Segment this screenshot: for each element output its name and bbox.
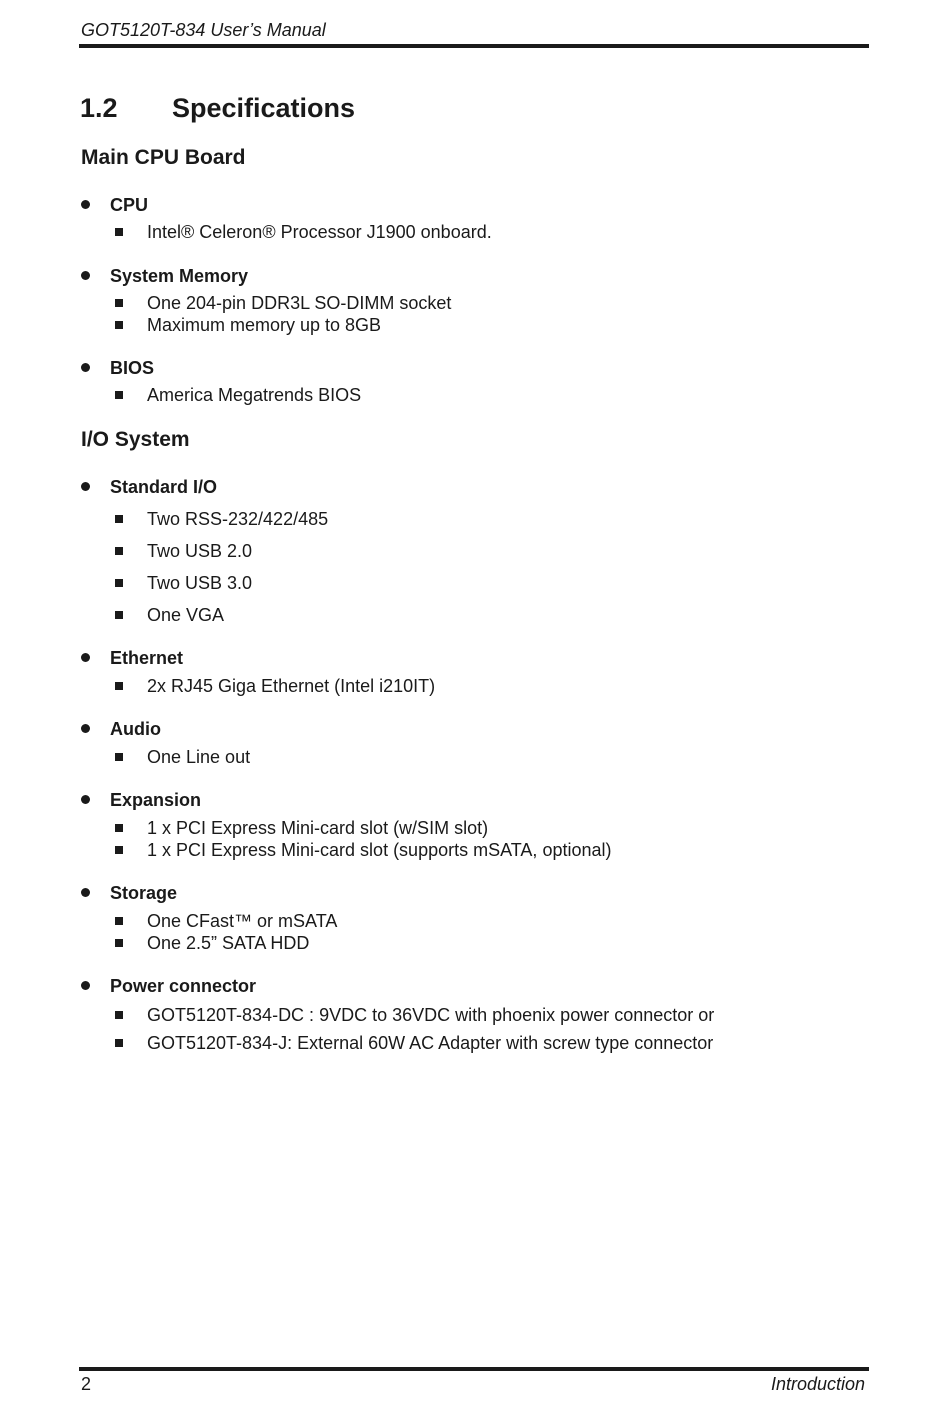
spec-item bbox=[115, 604, 224, 626]
spec-item-text: One VGA bbox=[147, 605, 225, 625]
spec-item bbox=[115, 746, 250, 768]
spec-item-text: Two RSS-232/422/485 bbox=[147, 509, 329, 529]
spec-item-text: One Line out bbox=[147, 747, 251, 767]
spec-item-text: America Megatrends BIOS bbox=[147, 385, 362, 405]
spec-item-text: Intel® Celeron® Processor J1900 onboard. bbox=[147, 222, 492, 242]
spec-item bbox=[115, 508, 328, 530]
square-bullet-icon bbox=[115, 611, 123, 619]
spec-item-text: One CFast™ or mSATA bbox=[147, 911, 338, 931]
spec-item-text: Two USB 3.0 bbox=[147, 573, 253, 593]
spec-item bbox=[115, 1032, 713, 1054]
page-number: 2 bbox=[81, 1374, 92, 1394]
spec-group-label: System Memory bbox=[110, 266, 249, 286]
bullet-dot-icon bbox=[81, 653, 90, 662]
spec-group-cpu bbox=[81, 194, 148, 216]
square-bullet-icon bbox=[115, 391, 123, 399]
square-bullet-icon bbox=[115, 846, 123, 854]
spec-group-bios bbox=[81, 357, 154, 379]
spec-item bbox=[115, 839, 611, 861]
header-rule bbox=[79, 44, 869, 48]
spec-group-label: Power connector bbox=[110, 976, 257, 996]
square-bullet-icon bbox=[115, 939, 123, 947]
spec-item bbox=[115, 221, 492, 243]
spec-group-label: Expansion bbox=[110, 790, 202, 810]
spec-item-text: 1 x PCI Express Mini-card slot (w/SIM slot) bbox=[147, 818, 489, 838]
spec-item bbox=[115, 540, 252, 562]
square-bullet-icon bbox=[115, 753, 123, 761]
square-bullet-icon bbox=[115, 1011, 123, 1019]
square-bullet-icon bbox=[115, 228, 123, 236]
spec-item bbox=[115, 314, 381, 336]
io-system-heading: I/O System bbox=[81, 428, 190, 451]
square-bullet-icon bbox=[115, 579, 123, 587]
spec-group-ethernet bbox=[81, 647, 183, 669]
spec-item bbox=[115, 1004, 714, 1026]
spec-item-text: Two USB 2.0 bbox=[147, 541, 253, 561]
spec-item bbox=[115, 384, 361, 406]
bullet-dot-icon bbox=[81, 482, 90, 491]
square-bullet-icon bbox=[115, 824, 123, 832]
bullet-dot-icon bbox=[81, 888, 90, 897]
spec-group-standard-io bbox=[81, 476, 217, 498]
spec-item bbox=[115, 817, 488, 839]
spec-group-label: BIOS bbox=[110, 358, 155, 378]
square-bullet-icon bbox=[115, 917, 123, 925]
bullet-dot-icon bbox=[81, 363, 90, 372]
square-bullet-icon bbox=[115, 682, 123, 690]
bullet-dot-icon bbox=[81, 271, 90, 280]
spec-group-audio bbox=[81, 718, 161, 740]
spec-item-text: 2x RJ45 Giga Ethernet (Intel i210IT) bbox=[147, 676, 436, 696]
spec-item bbox=[115, 932, 309, 954]
spec-group-power-connector bbox=[81, 975, 256, 997]
bullet-dot-icon bbox=[81, 200, 90, 209]
square-bullet-icon bbox=[115, 321, 123, 329]
footer-rule bbox=[79, 1367, 869, 1371]
spec-group-system-memory bbox=[81, 265, 248, 287]
spec-group-storage bbox=[81, 882, 177, 904]
footer-section-name: Introduction bbox=[770, 1374, 865, 1394]
spec-item-text: One 2.5” SATA HDD bbox=[147, 933, 310, 953]
spec-item-text: GOT5120T-834-J: External 60W AC Adapter with screw type connector bbox=[147, 1033, 714, 1053]
section-number: 1.2 bbox=[80, 93, 118, 123]
spec-group-expansion bbox=[81, 789, 201, 811]
bullet-dot-icon bbox=[81, 724, 90, 733]
spec-item bbox=[115, 292, 451, 314]
section-title: Specifications bbox=[172, 93, 356, 123]
spec-item-text: Maximum memory up to 8GB bbox=[147, 315, 382, 335]
spec-group-label: Audio bbox=[110, 719, 161, 739]
spec-item bbox=[115, 675, 435, 697]
section-heading bbox=[80, 93, 355, 124]
main-cpu-board-heading: Main CPU Board bbox=[81, 146, 246, 169]
spec-item-text: 1 x PCI Express Mini-card slot (supports mSATA, optional) bbox=[147, 840, 612, 860]
manual-title: GOT5120T-834 User’s Manual bbox=[81, 20, 326, 40]
spec-item bbox=[115, 910, 337, 932]
spec-group-label: Standard I/O bbox=[110, 477, 218, 497]
square-bullet-icon bbox=[115, 299, 123, 307]
square-bullet-icon bbox=[115, 547, 123, 555]
spec-item-text: One 204-pin DDR3L SO-DIMM socket bbox=[147, 293, 452, 313]
square-bullet-icon bbox=[115, 515, 123, 523]
spec-group-label: Ethernet bbox=[110, 648, 184, 668]
spec-group-label: CPU bbox=[110, 195, 149, 215]
spec-item-text: GOT5120T-834-DC : 9VDC to 36VDC with phoenix power connector or bbox=[147, 1005, 715, 1025]
spec-group-label: Storage bbox=[110, 883, 178, 903]
bullet-dot-icon bbox=[81, 795, 90, 804]
bullet-dot-icon bbox=[81, 981, 90, 990]
square-bullet-icon bbox=[115, 1039, 123, 1047]
spec-item bbox=[115, 572, 252, 594]
